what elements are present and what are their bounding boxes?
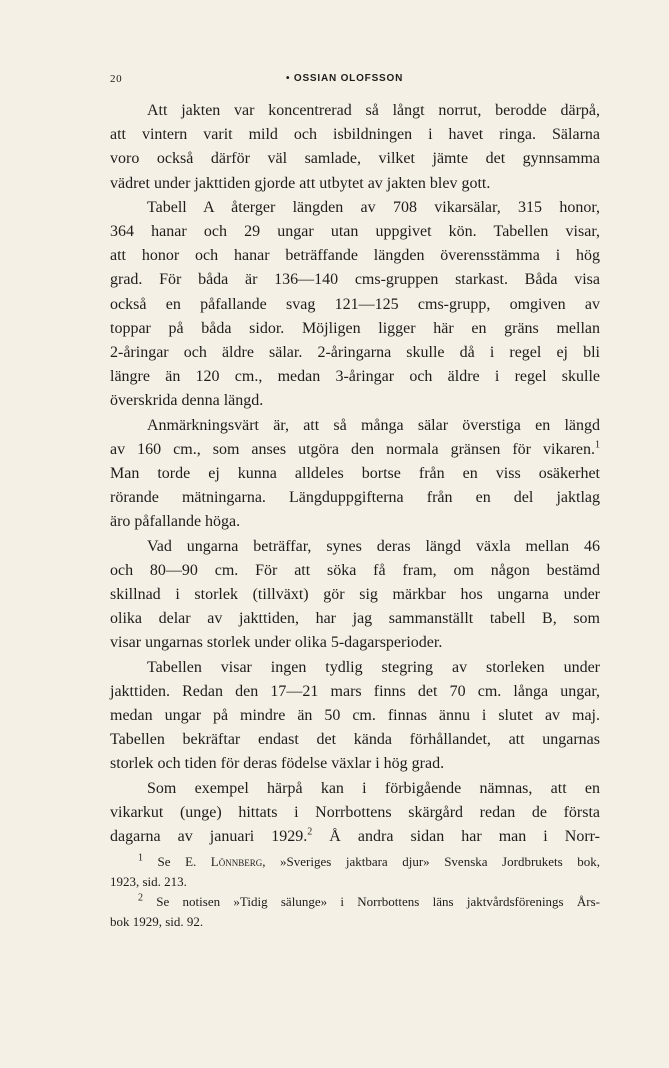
text-line — [110, 438, 600, 462]
text-segment: , »Sveriges jaktbara djur» Svenska Jordbrukets bok, — [262, 854, 600, 869]
text-line: 2-åringar och äldre sälar. 2-åringarna skulle då i regel ej bli — [110, 344, 600, 362]
text-segment: dagarna av januari 1929. — [110, 828, 308, 846]
text-line: storlek och tiden för deras födelse växlar i hög grad. — [110, 755, 445, 773]
text-line: medan ungar på mindre än 50 cm. finnas ännu i slutet av maj. — [110, 707, 600, 725]
text-line: Tabell A återger längden av 708 vikarsälar, 315 honor, — [147, 198, 600, 216]
text-line: också en påfallande svag 121—125 cms-grupp, omgiven av — [110, 295, 600, 313]
paragraph-6 — [110, 777, 600, 850]
text-line: att vintern varit mild och isbildningen i havet ringa. Sälarna — [110, 126, 600, 144]
text-line: Anmärkningsvärt är, att så många sälar överstiga en längd — [147, 416, 600, 434]
text-line: äro påfallande höga. — [110, 513, 241, 531]
text-line: Vad ungarna beträffar, synes deras längd växla mellan 46 — [147, 537, 600, 555]
text-line: Tabellen visar ingen tydlig stegring av storleken under — [147, 658, 600, 676]
text-line: att honor och hanar beträffande längden överensstämma i hög — [110, 247, 600, 265]
text-line: olika delar av jakttiden, har jag sammanställt tabell B, som — [110, 610, 600, 628]
body-text — [110, 99, 600, 849]
text-line: grad. För båda är 136—140 cms-gruppen starkast. Båda visa — [110, 271, 600, 289]
text-line: och 80—90 cm. För att söka få fram, om någon bestämd — [110, 561, 600, 579]
text-line — [110, 825, 600, 849]
text-line: Att jakten var koncentrerad så långt norrut, berodde därpå, — [147, 102, 600, 119]
text-line: visar ungarnas storlek under olika 5-dagarsperioder. — [110, 634, 443, 652]
text-line: toppar på båda sidor. Möjligen ligger här en gräns mellan — [110, 319, 600, 337]
paragraph-4 — [110, 535, 600, 656]
text-line: vädret under jakttiden gjorde att utbytet av jakten blev gott. — [110, 174, 491, 192]
paragraph-3 — [110, 414, 600, 535]
footnote-2-line: bok 1929, sid. 92. — [110, 914, 204, 929]
text-segment: Å andra sidan har man i Norr- — [312, 828, 601, 846]
text-line: överskrida denna längd. — [110, 392, 264, 410]
footnotes — [110, 852, 600, 932]
text-line: Som exempel härpå kan i förbigående nämnas, att en — [147, 779, 600, 797]
text-line: längre än 120 cm., medan 3-åringar och äldre i regel skulle — [110, 368, 600, 386]
text-line: Man torde ej kunna alldeles bortse från en viss osäkerhet — [110, 465, 600, 483]
footnote-2-line — [110, 892, 600, 912]
author-name: Lönnberg — [210, 854, 263, 869]
text-line: Tabellen bekräftar endast det kända förhållandet, att ungarnas — [110, 731, 600, 749]
text-line: skillnad i storlek (tillväxt) gör sig märkbar hos ungarna under — [110, 586, 600, 604]
text-line: 364 hanar och 29 ungar utan uppgivet kön. Tabellen visar, — [110, 223, 600, 241]
running-head: • OSSIAN OLOFSSON — [286, 73, 404, 84]
text-line: jakttiden. Redan den 17—21 mars finns det 70 cm. långa ungar, — [110, 682, 600, 700]
text-segment: Se notisen »Tidig sälunge» i Norrbottens läns jaktvårdsförenings Års- — [143, 894, 600, 909]
page-number: 20 — [110, 73, 123, 85]
paragraph-1 — [110, 99, 600, 196]
footnote-1-line: 1923, sid. 213. — [110, 874, 187, 889]
page-header — [110, 73, 600, 89]
footnote-marker: 2 — [307, 826, 313, 838]
text-segment: av 160 cm., som anses utgöra den normala gränsen för vikaren. — [110, 440, 595, 458]
footnote-1-line — [110, 852, 600, 872]
paragraph-5 — [110, 656, 600, 777]
text-segment: Se E. — [143, 854, 211, 869]
paragraph-2 — [110, 196, 600, 414]
footnote-number: 2 — [138, 892, 143, 904]
footnote-number: 1 — [138, 852, 143, 864]
text-line: rörande mätningarna. Längduppgifterna från en del jaktlag — [110, 489, 600, 507]
text-line: voro också därför väl samlade, vilket jämte det gynnsamma — [110, 150, 600, 168]
footnote-marker: 1 — [595, 439, 600, 451]
text-line: vikarkut (unge) hittats i Norrbottens skärgård redan de första — [110, 803, 600, 821]
